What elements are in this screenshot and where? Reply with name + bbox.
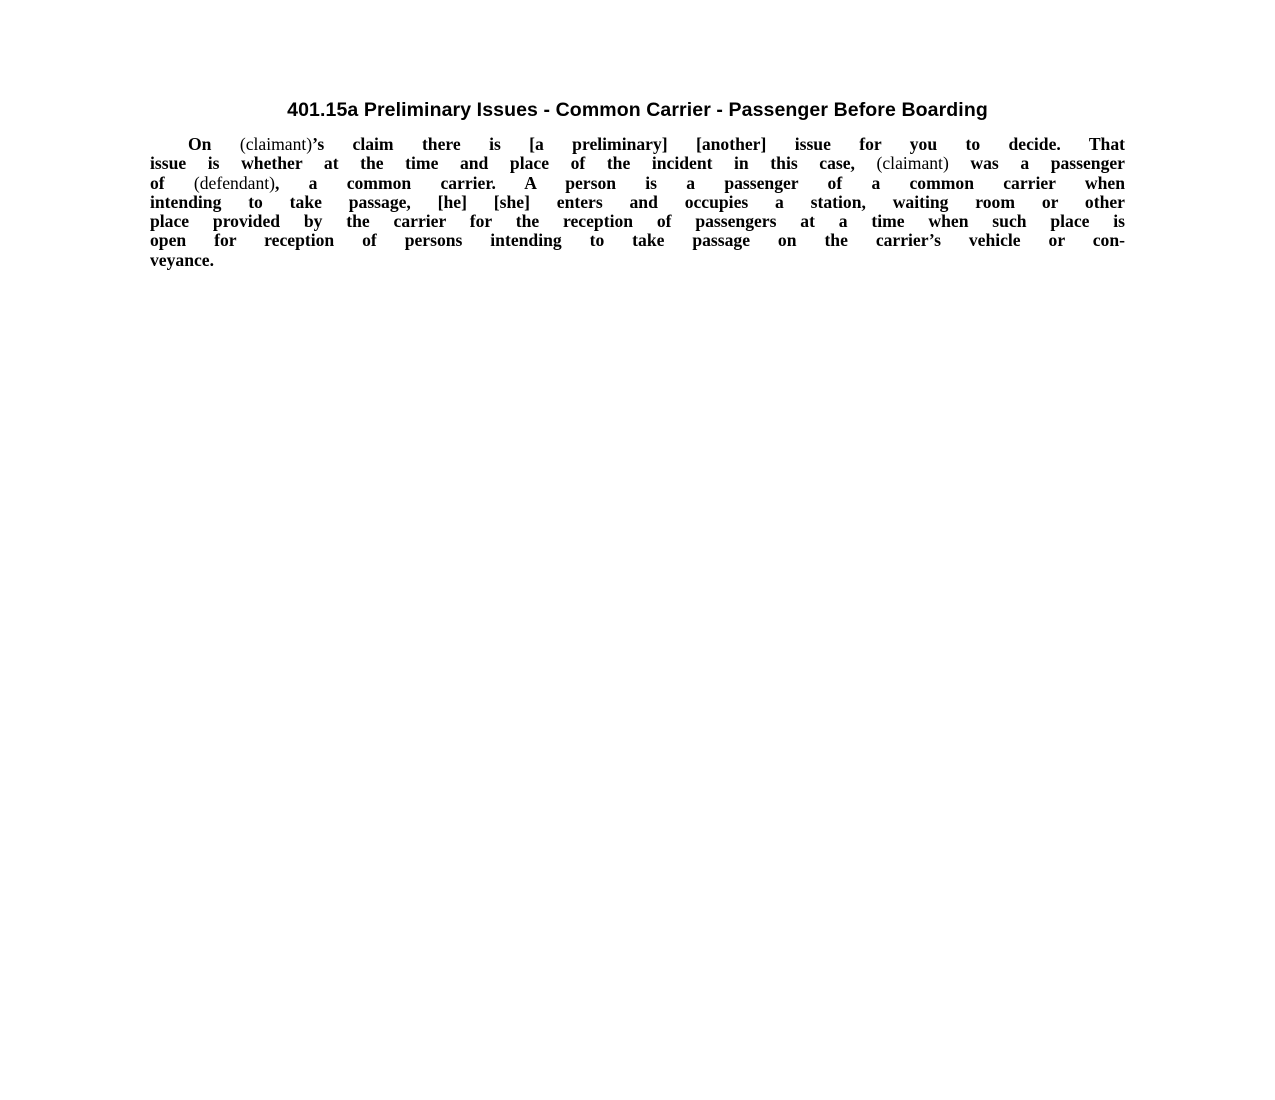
line-text: , a common carrier. A person is a passenger of a common carrier when — [275, 172, 1125, 193]
line-text: of — [150, 172, 194, 193]
line-text: was a passenger — [948, 153, 1125, 174]
paragraph-line — [150, 154, 1125, 173]
paragraph-line: open for reception of persons intending to take passage on the carrier’s vehicle or con- — [150, 230, 1125, 251]
instruction-title: 401.15a Preliminary Issues - Common Carrier - Passenger Before Boarding — [287, 99, 988, 121]
claimant-placeholder: (claimant) — [239, 134, 313, 154]
paragraph-line: veyance. — [150, 249, 215, 270]
paragraph-line — [150, 174, 1125, 193]
document-page — [150, 98, 1125, 270]
line-text: issue is whether at the time and place of the incident in this case, — [150, 153, 877, 174]
line-text: ’s claim there is [a preliminary] [another] issue for you to decide. That — [312, 134, 1125, 154]
instruction-paragraph — [150, 135, 1125, 270]
paragraph-line — [150, 135, 1125, 154]
paragraph-line: intending to take passage, [he] [she] enters and occupies a station, waiting room or other — [150, 191, 1125, 212]
defendant-placeholder: (defendant) — [193, 172, 275, 193]
line-text: On — [188, 134, 240, 154]
paragraph-line: place provided by the carrier for the reception of passengers at a time when such place is — [150, 211, 1125, 232]
claimant-placeholder: (claimant) — [876, 153, 949, 174]
